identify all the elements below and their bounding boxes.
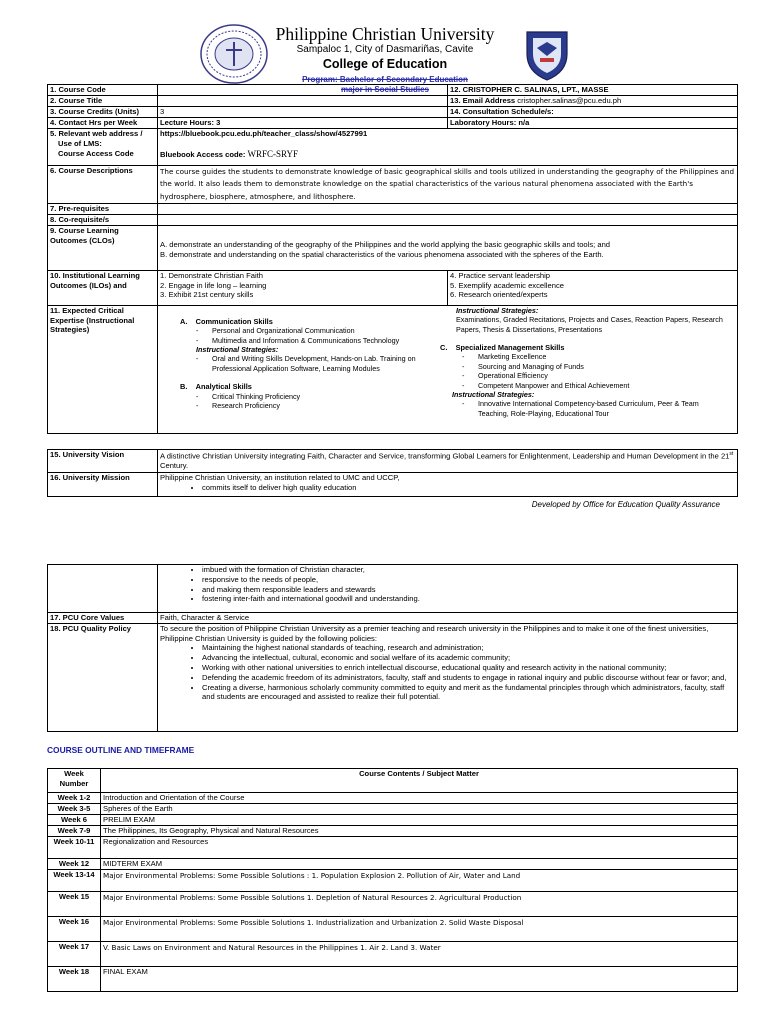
list-item: - Multimedia and Information & Communications Technology (212, 336, 436, 345)
list-item: • commits itself to deliver high quality education (202, 483, 735, 493)
table-row (48, 917, 738, 942)
list-item: • responsive to the needs of people, (202, 575, 735, 585)
vision-mission-table (47, 449, 738, 497)
week-cell: Week 10-11 (48, 837, 101, 859)
list-item: • Advancing the intellectual, cultural, economic and social welfare of its academic community; (202, 653, 735, 663)
mission-cell (158, 473, 738, 497)
course-code-value (158, 85, 448, 96)
course-outline-title: COURSE OUTLINE AND TIMEFRAME (47, 745, 195, 755)
content-cell: V. Basic Laws on Environment and Natural Resources in the Philippines 1. Air 2. Land 3. Water (101, 942, 738, 967)
prereq-label: 7. Pre-requisites (48, 204, 158, 215)
course-outline-table (47, 768, 738, 992)
lecture-hours: Lecture Hours: 3 (158, 118, 448, 129)
clo-item-b: B. demonstrate and understanding on the spatial characteristics of the various phenomena associated with the spheres of the Earth. (160, 249, 604, 259)
list-item: • imbued with the formation of Christian character, (202, 565, 735, 575)
table-row (48, 837, 738, 859)
policy-table (47, 564, 738, 732)
lms-label-line-3: Course Access Code (58, 148, 134, 158)
expertise-cell (158, 305, 738, 433)
course-description: The course guides the students to demonstrate knowledge of basic geographical skills and tools utilized in understanding the geography of the Philippines and the world. It also leads them to demonstrate knowledge on the spatial characteristics of the various natural phenomena associated with the Earth's hydrosphere, biosphere, atmosphere, and lithosphere. (158, 166, 738, 204)
list-item: • Maintaining the highest national standards of teaching, research and administration; (202, 643, 735, 653)
week-column-header: Week Number (48, 769, 101, 793)
program-line-1: Program: Bachelor of Secondary Education (302, 75, 468, 84)
expertise-b-list (160, 392, 436, 411)
content-cell: FINAL EXAM (101, 967, 738, 992)
vision-label: 15. University Vision (48, 450, 158, 473)
ilo-right-cell (448, 270, 738, 305)
mission-continuation-cell (158, 565, 738, 613)
university-seal-icon (200, 24, 268, 84)
mission-list-continued (160, 565, 735, 604)
list-item: - Research Proficiency (212, 401, 436, 410)
bluebook-code: WRFC-SRYF (247, 148, 299, 159)
description-label: 6. Course Descriptions (48, 166, 158, 204)
footer-note: Developed by Office for Education Quality Assurance (531, 500, 720, 509)
strategies-label: Instructional Strategies: (456, 305, 539, 315)
program-line-2: major in Social Studies (340, 85, 430, 94)
list-item: - Operational Efficiency (478, 371, 729, 380)
university-name: Philippine Christian University (275, 24, 495, 44)
week-cell: Week 16 (48, 917, 101, 942)
table-row (48, 942, 738, 967)
expertise-a-list (160, 326, 436, 345)
ilo-item: 5. Exemplify academic excellence (450, 280, 564, 290)
expertise-c-strategy (436, 399, 729, 418)
table-row (48, 859, 738, 870)
table-row (48, 804, 738, 815)
university-address: Sampaloc 1, City of Dasmariñas, Cavite (296, 44, 474, 55)
week-cell: Week 17 (48, 942, 101, 967)
list-item: - Personal and Organizational Communication (212, 326, 436, 335)
ilo-item: 1. Demonstrate Christian Faith (160, 270, 263, 280)
content-cell: PRELIM EXAM (101, 815, 738, 826)
ilo-left-cell (158, 270, 448, 305)
content-cell: Introduction and Orientation of the Course (101, 793, 738, 804)
content-cell: Major Environmental Problems: Some Possible Solutions : 1. Population Explosion 2. Pollution of Air, Water and Land (101, 870, 738, 892)
content-cell: Major Environmental Problems: Some Possible Solutions 1. Depletion of Natural Resources 2. Agricultural Production (101, 892, 738, 917)
lms-label (48, 129, 158, 166)
quality-policy-cell (158, 623, 738, 731)
email-value[interactable]: cristopher.salinas@pcu.edu.ph (517, 96, 622, 105)
expertise-b: B. Analytical Skills (180, 382, 252, 392)
content-column-header: Course Contents / Subject Matter (101, 769, 738, 793)
bluebook-label: Bluebook Access code: (160, 149, 248, 159)
mission-text: Philippine Christian University, an institution related to UMC and UCCP, (160, 473, 400, 482)
course-info-table (47, 84, 738, 434)
coreq-value (158, 215, 738, 226)
course-outline-body (48, 793, 738, 992)
expertise-b-strategy: Examinations, Graded Recitations, Projects and Cases, Reaction Papers, Research Papers, Thesis & Dissertations, Presentations (456, 315, 723, 334)
email-label: 13. Email Address (450, 96, 516, 105)
content-cell: Regionalization and Resources (101, 837, 738, 859)
expertise-label-line-3: Strategies) (50, 325, 90, 335)
clo-label-line-1: 9. Course Learning (50, 225, 119, 235)
table-row (48, 967, 738, 992)
list-item: • and making them responsible leaders and stewards (202, 585, 735, 595)
list-item: - Competent Manpower and Ethical Achievement (478, 381, 729, 390)
expertise-a-strategy (160, 354, 436, 373)
mission-list (160, 483, 735, 493)
week-cell: Week 3-5 (48, 804, 101, 815)
course-code-label: 1. Course Code (48, 85, 158, 96)
week-cell: Week 13-14 (48, 870, 101, 892)
clo-cell (158, 225, 738, 270)
contact-hours-label: 4. Contact Hrs per Week (48, 118, 158, 129)
list-item: • Defending the academic freedom of its administrators, faculty, staff and students to engage in rational inquiry and public discourse without fear or favor; and, (202, 673, 735, 683)
ilo-label (48, 270, 158, 305)
list-item: • fostering inter-faith and international goodwill and understanding. (202, 594, 735, 604)
lms-label-line-1: 5. Relevant web address / (50, 129, 143, 138)
ilo-item: 2. Engage in life long – learning (160, 280, 267, 290)
lms-url-link[interactable]: https://bluebook.pcu.edu.ph/teacher_class/show/4527991 (160, 129, 368, 138)
expertise-label-line-1: 11. Expected Critical (50, 305, 124, 315)
clo-label-line-2: Outcomes (CLOs) (50, 235, 115, 245)
expertise-label-line-2: Expertise (Instructional (50, 315, 135, 325)
list-item: - Marketing Excellence (478, 352, 729, 361)
expertise-c: C. Specialized Management Skills (440, 343, 565, 353)
mission-label: 16. University Mission (48, 473, 158, 497)
list-item: - Innovative International Competency-based Curriculum, Peer & Team Teaching, Role-Playing, Educational Tour (478, 399, 729, 418)
content-cell: Spheres of the Earth (101, 804, 738, 815)
credits-value: 3 (158, 107, 448, 118)
list-item: • Working with other national universities to enrich intellectual discourse, educational quality and research activity in the national community; (202, 663, 735, 673)
week-cell: Week 7-9 (48, 826, 101, 837)
expertise-label (48, 305, 158, 433)
credits-label: 3. Course Credits (Units) (48, 107, 158, 118)
list-item: - Critical Thinking Proficiency (212, 392, 436, 401)
strategies-label: Instructional Strategies: (452, 390, 535, 400)
core-values-text: Faith, Character & Service (158, 613, 738, 624)
course-title-value (158, 96, 448, 107)
clo-label (48, 225, 158, 270)
lab-hours: Laboratory Hours: n/a (448, 118, 738, 129)
lms-cell (158, 129, 738, 166)
expertise-right-column (436, 306, 729, 418)
quality-policy-label: 18. PCU Quality Policy (48, 623, 158, 731)
quality-policy-list (160, 643, 735, 702)
bluebook-line (160, 150, 735, 160)
email-cell (448, 96, 738, 107)
list-item: - Sourcing and Managing of Funds (478, 362, 729, 371)
clo-item-a: A. demonstrate an understanding of the geography of the Philippines and the world applying the basic geographic skills and tools; and (160, 240, 611, 250)
week-cell: Week 12 (48, 859, 101, 870)
week-cell: Week 15 (48, 892, 101, 917)
list-item: - Oral and Writing Skills Development, Hands-on Lab. Training on Professional Application Software, Learning Modules (212, 354, 436, 373)
table-row (48, 826, 738, 837)
course-title-label: 2. Course Title (48, 96, 158, 107)
strategies-label: Instructional Strategies: (196, 345, 279, 355)
content-cell: Major Environmental Problems: Some Possible Solutions 1. Industrialization and Urbanization 2. Solid Waste Disposal (101, 917, 738, 942)
expertise-left-column (160, 306, 436, 411)
lms-label-line-2: Use of LMS: (58, 138, 102, 148)
week-cell: Week 1-2 (48, 793, 101, 804)
prereq-value (158, 204, 738, 215)
vision-text: A distinctive Christian University integrating Faith, Character and Service, transforming Global Learners for Enlightenment, Leadership and Human Development in the 21st Century. (158, 450, 738, 473)
expertise-c-title: Specialized Management Skills (455, 343, 565, 353)
consultation-label: 14. Consultation Schedule/s: (448, 107, 738, 118)
ilo-item: 3. Exhibit 21st century skills (160, 290, 254, 300)
ilo-item: 4. Practice servant leadership (450, 270, 551, 280)
college-name: College of Education (322, 57, 448, 71)
table-row (48, 892, 738, 917)
core-values-label: 17. PCU Core Values (48, 613, 158, 624)
list-item: • Creating a diverse, harmonious scholarly community committed to equity and merit as the fundamental principles through which administrators, faculty, staff and students are encouraged and assisted to realize their full potential. (202, 683, 735, 703)
expertise-a-title: Communication Skills (195, 316, 273, 326)
quality-policy-intro: To secure the position of Philippine Christian University as a premier teaching and research university in the Philippines and to make it one of the finest universities, Philippine Christian University is guided by the following policies: (160, 623, 709, 643)
expertise-b-title: Analytical Skills (195, 382, 252, 392)
ilo-item: 6. Research oriented/experts (450, 290, 548, 300)
ilo-label-line-1: 10. Institutional Learning (50, 270, 140, 280)
content-cell: MIDTERM EXAM (101, 859, 738, 870)
coreq-label: 8. Co-requisite/s (48, 215, 158, 226)
table-row (48, 870, 738, 892)
expertise-a: A. Communication Skills (180, 316, 273, 326)
week-cell: Week 18 (48, 967, 101, 992)
expertise-c-list (436, 352, 729, 390)
mission-continuation-label (48, 565, 158, 613)
content-cell: The Philippines, Its Geography, Physical and Natural Resources (101, 826, 738, 837)
table-row (48, 793, 738, 804)
ilo-label-line-2: Outcomes (ILOs) and (50, 280, 127, 290)
week-cell: Week 6 (48, 815, 101, 826)
college-shield-icon (523, 26, 571, 81)
table-row (48, 815, 738, 826)
instructor-name: 12. CRISTOPHER C. SALINAS, LPT., MASSE (448, 85, 738, 96)
